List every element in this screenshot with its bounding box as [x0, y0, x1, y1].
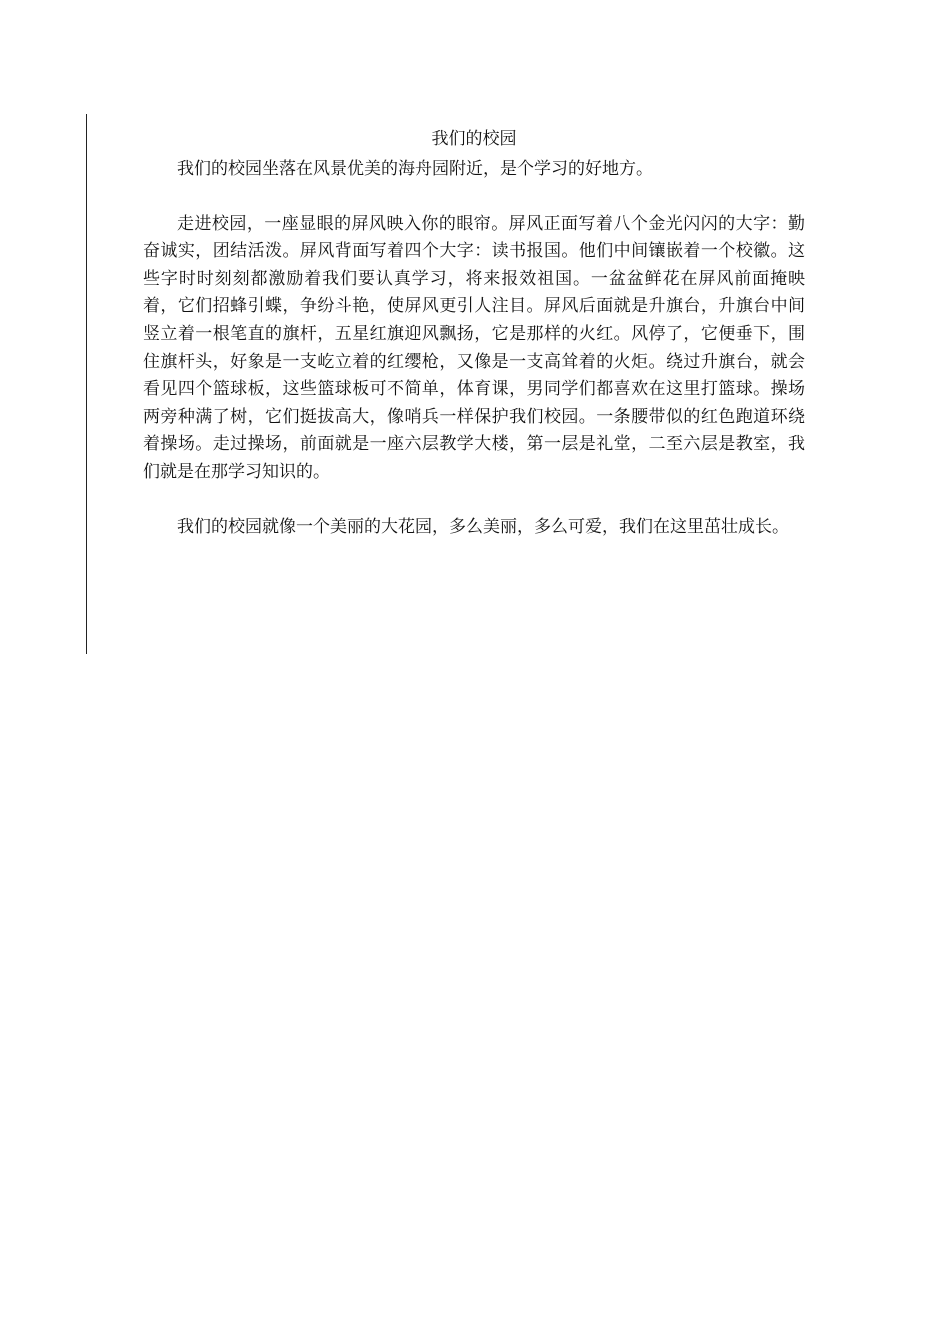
document-title: 我们的校园 — [431, 129, 517, 149]
document-body — [143, 124, 805, 541]
paragraph-intro: 我们的校园坐落在风景优美的海舟园附近，是个学习的好地方。 — [177, 159, 653, 179]
paragraph-campus-description: 走进校园，一座显眼的屏风映入你的眼帘。屏风正面写着八个金光闪闪的大字：勤奋诚实，团结活泼。屏风背面写着四个大字：读书报国。他们中间镶嵌着一个校徽。这些字时时刻刻都激励着我们要认真学习，将来报效祖国。一盆盆鲜花在屏风前面掩映着，它们招蜂引蝶，争纷斗艳，使屏风更引人注目。屏风后面就是升旗台，升旗台中间竖立着一根笔直的旗杆，五星红旗迎风飘扬，它是那样的火红。风停了，它便垂下，围住旗杆头，好象是一支屹立着的红缨枪，又像是一支高耸着的火炬。绕过升旗台，就会看见四个篮球板，这些篮球板可不简单，体育课，男同学们都喜欢在这里打篮球。操场两旁种满了树，它们挺拔高大，像哨兵一样保护我们校园。一条腰带似的红色跑道环绕着操场。走过操场，前面就是一座六层教学大楼，第一层是礼堂，二至六层是教室，我们就是在那学习知识的。 — [143, 213, 805, 482]
paragraph-conclusion: 我们的校园就像一个美丽的大花园，多么美丽，多么可爱，我们在这里茁壮成长。 — [177, 516, 789, 537]
left-margin-rule — [86, 114, 87, 654]
